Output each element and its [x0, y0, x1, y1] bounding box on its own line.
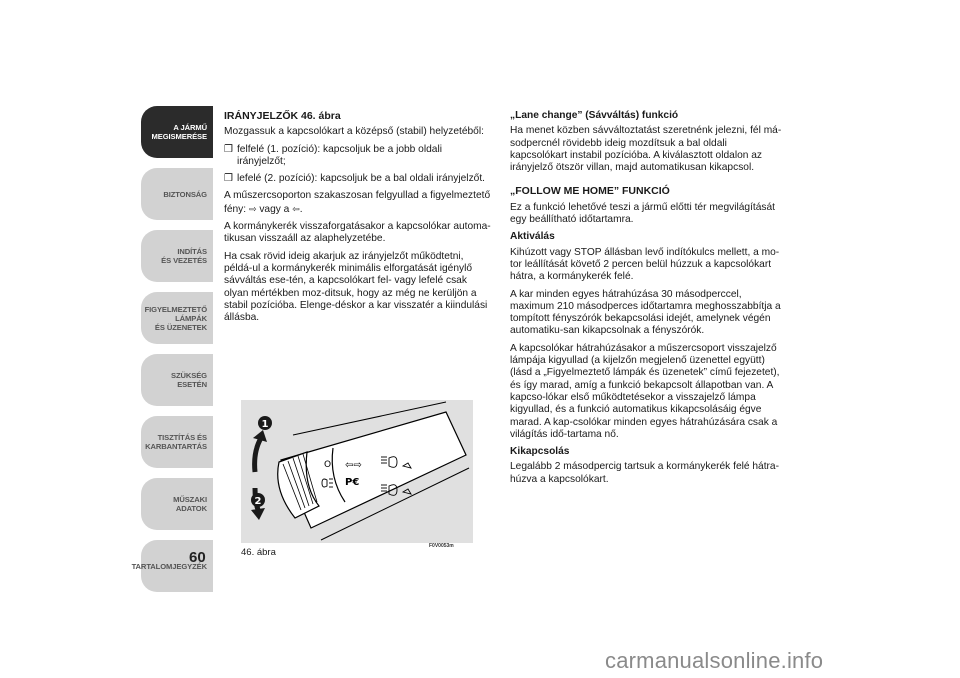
figure-caption: 46. ábra — [241, 547, 276, 558]
lever-illustration — [241, 400, 473, 543]
paragraph: Kihúzott vagy STOP állásban levő indítókulcs mellett, a mo-tor leállítását követő 2 percen belül húzzuk a kapcsolókart hátra, a kormánykerék felé. — [510, 246, 780, 283]
lever-symbol-o: O — [324, 460, 332, 470]
tab-label: MŰSZAKI ADATOK — [173, 495, 207, 513]
section-heading: IRÁNYJELZŐK 46. ábra — [224, 110, 341, 122]
turn-signal-arrows-icon: ⇦⇨ — [345, 460, 362, 471]
tab-maintenance[interactable] — [141, 416, 213, 468]
tab-safety[interactable] — [141, 168, 213, 220]
tab-label: A JÁRMŰ MEGISMERÉSE — [151, 123, 207, 141]
paragraph-text: A műszercsoporton szakaszosan felgyullad a figyelmeztető fény: — [224, 190, 491, 215]
paragraph: A kar minden egyes hátrahúzása 30 másodperccel, maximum 210 másodperces időtartamra meghosszabbítja a tompított fényszórók bekapcsolási idejét, amelynek végén automatiku-san kikapcsolnak a fényszórók. — [510, 288, 781, 337]
tab-technical-data[interactable] — [141, 478, 213, 530]
paragraph-text: . — [299, 203, 303, 215]
paragraph: Ha menet közben sávváltoztatást szeretnénk jelezni, fél má-sodpercnél rövidebb ideig mozdítsuk a bal oldali kapcsolókart instabil pozícióba. A kiválasztott oldalon az irányjelző ötször villan, majd automatikusan kikapcsol. — [510, 125, 782, 174]
left-turn-arrow-icon: ⇦ — [292, 203, 300, 214]
checkbox-bullet-icon: ❒ — [224, 173, 233, 185]
tab-index[interactable] — [131, 540, 213, 592]
tab-label: TARTALOMJEGYZÉK — [131, 561, 207, 571]
chapter-tabs — [131, 106, 213, 602]
left-column — [224, 110, 492, 329]
page-number: 60 — [189, 549, 206, 566]
section-heading: „FOLLOW ME HOME” FUNKCIÓ — [510, 185, 670, 198]
paragraph: Legalább 2 másodpercig tartsuk a kormánykerék felé hátra-húzva a kapcsolókart. — [510, 461, 779, 485]
figure-code: F0V0053m — [429, 543, 454, 549]
watermark: carmanualsonline.info — [605, 648, 824, 673]
tab-label: TISZTÍTÁS ÉS KARBANTARTÁS — [145, 433, 207, 451]
up-arrow-icon — [253, 430, 267, 472]
right-column — [510, 110, 785, 491]
intro-text: Mozgassuk a kapcsolókart a középső (stabil) helyzetéből: — [224, 126, 484, 138]
tab-warning-lights[interactable] — [141, 292, 213, 344]
list-item — [224, 173, 492, 185]
tab-label: BIZTONSÁG — [163, 189, 207, 199]
tab-emergency[interactable] — [141, 354, 213, 406]
paragraph: A kormánykerék visszaforgatásakor a kapcsolókar automa-tikusan visszaáll az alaphelyzetébe. — [224, 221, 491, 245]
tab-label: INDÍTÁS ÉS VEZETÉS — [161, 247, 207, 265]
subsection-heading: Aktiválás — [510, 231, 555, 243]
checkbox-bullet-icon: ❒ — [224, 143, 233, 155]
subsection-heading: Kikapcsolás — [510, 446, 570, 458]
lever-drawing — [241, 400, 473, 543]
tab-vehicle-overview[interactable] — [141, 106, 213, 158]
bullet-text: lefelé (2. pozíció): kapcsoljuk be a bal oldali irányjelzőt. — [236, 173, 485, 185]
subsection-heading: „Lane change” (Sávváltás) funkció — [510, 110, 679, 121]
paragraph: Ha csak rövid ideig akarjuk az irányjelzőt működtetni, példá-ul a kormánykerék minimális elforgatását igénylő sávváltás ese-tén, a kapcsolókart fel- vagy lefelé csak olyan mértékben moz-ditsuk, hogy az még ne kerüljön a stabil pozícióba. Elenge-déskor a kar visszatér a kiindulási állásba. — [224, 250, 488, 324]
tab-starting-driving[interactable] — [141, 230, 213, 282]
paragraph: A kapcsolókar hátrahúzásakor a műszercsoport visszajelző lámpája kigyullad (a kijelzőn megjelenő üzenettel együtt) (lásd a „Figyelmeztető lámpák és üzenetek” című fejezetet), és így marad, amíg a funkció bekapcsolt állapotban van. A kapcso-lókar első működtetésekor a visszajelző lámpa kigyullad, és a funkció automatikus kikapcsolásáig égve marad. A kap-csolókar minden egyes hátrahúzására csak a világítás idő-tartama nő. — [510, 342, 780, 440]
lever-symbol-p: P€ — [345, 477, 360, 488]
bullet-text: felfelé (1. pozíció): kapcsoljuk be a jobb oldali irányjelzőt; — [236, 143, 442, 167]
paragraph-text: vagy a — [259, 203, 290, 215]
callout-2-label: 2 — [254, 496, 262, 507]
list-item — [224, 144, 492, 169]
callout-1-label: 1 — [261, 419, 269, 430]
paragraph: Ez a funkció lehetővé teszi a jármű előtti tér megvilágítását egy beállítható időtartamra. — [510, 201, 776, 226]
tab-label: SZÜKSÉG ESETÉN — [170, 371, 207, 389]
right-turn-arrow-icon: ⇨ — [248, 203, 257, 214]
tab-label: FIGYELMEZTETŐ LÁMPÁK ÉS ÜZENETEK — [144, 304, 207, 332]
paragraph — [224, 190, 492, 216]
